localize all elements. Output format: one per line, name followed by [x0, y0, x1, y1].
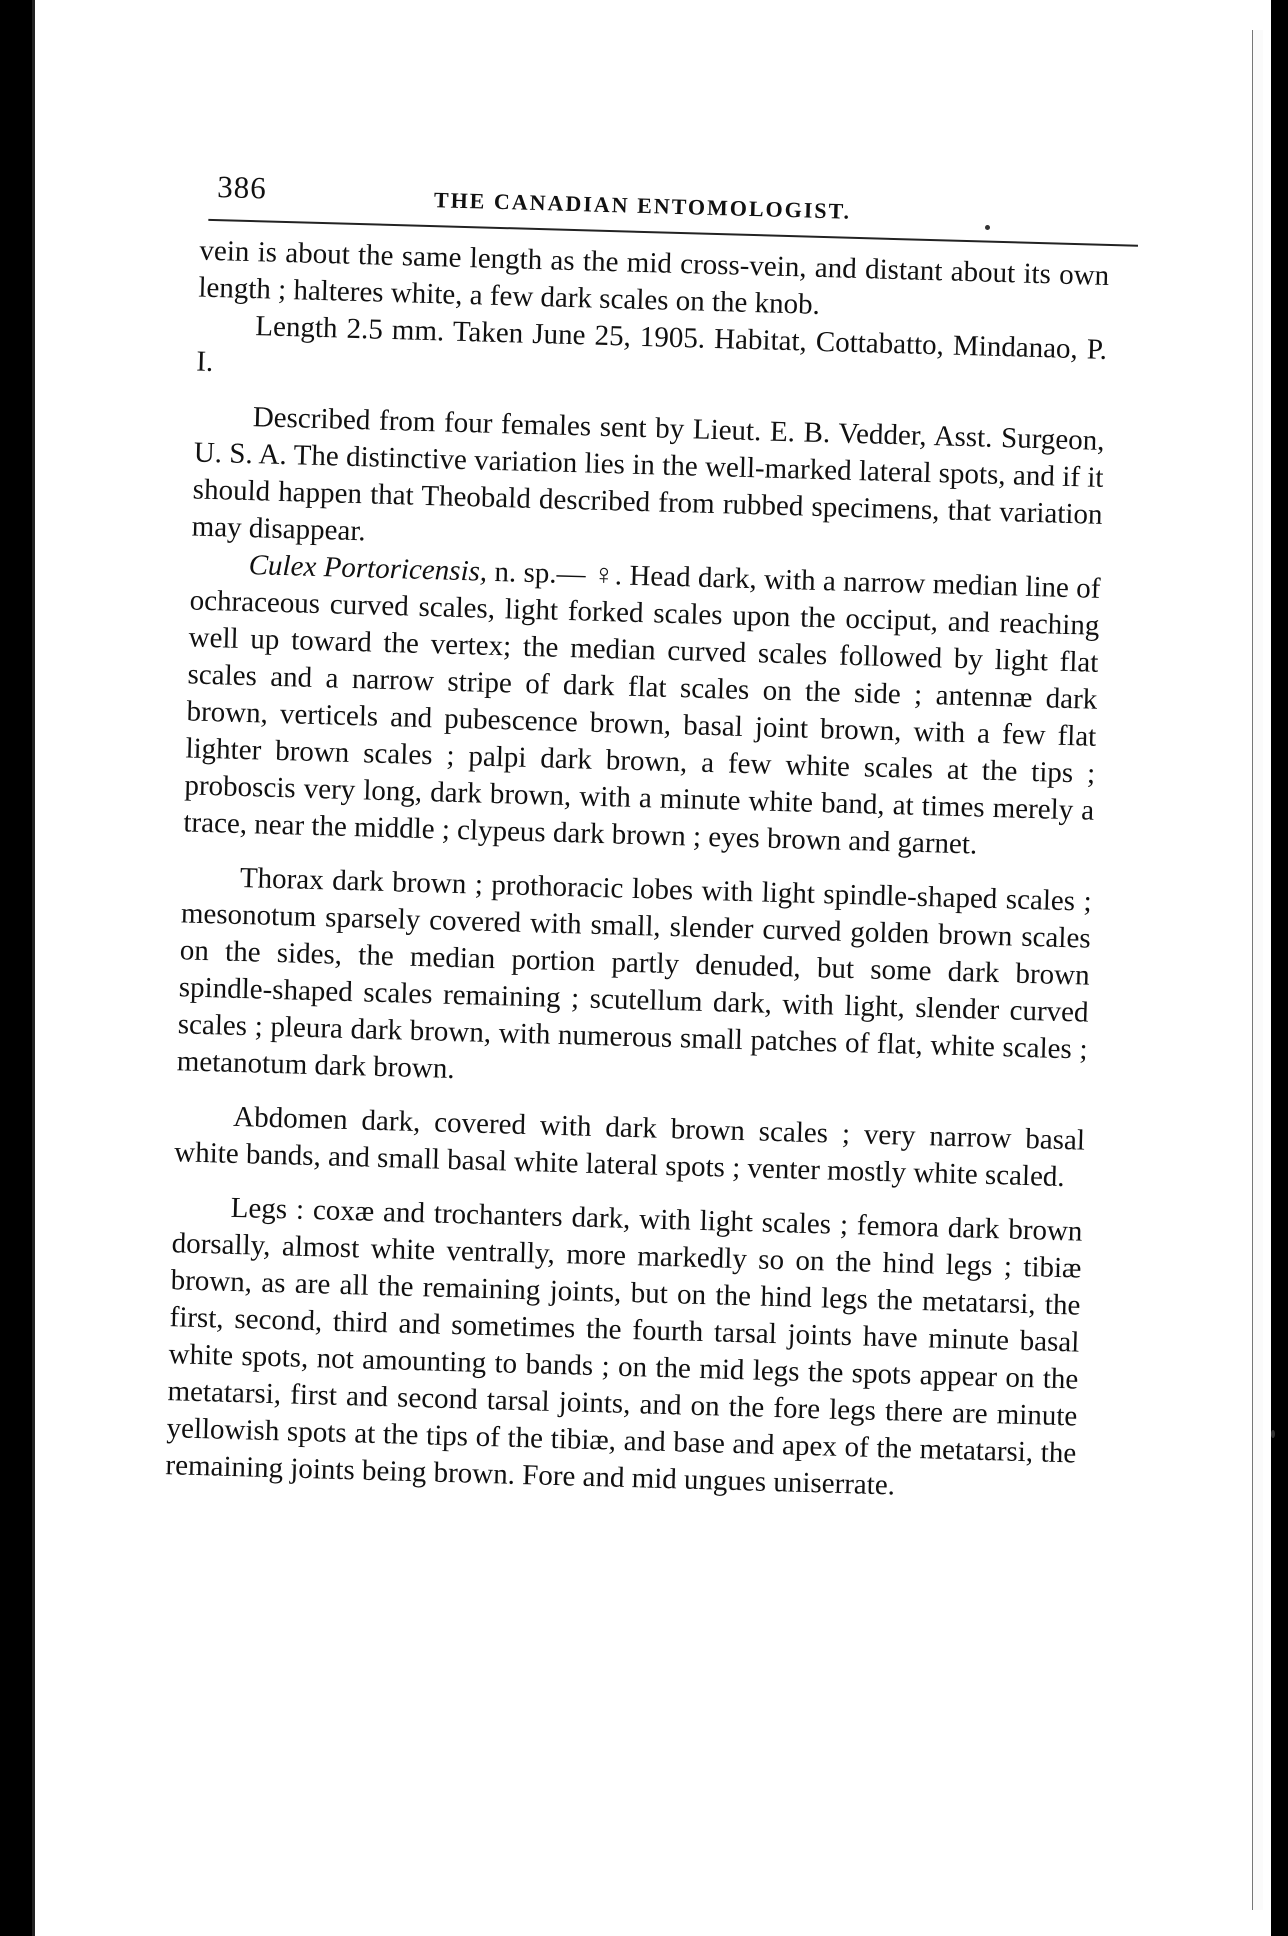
paragraph-species	[183, 545, 1101, 866]
species-description: n. sp.— ♀. Head dark, with a narrow median line of ochraceous curved scales, light forked scales upon the occiput, and reaching well up toward the vertex; the median curved scales followed by light flat scales and a narrow stripe of dark flat scales on the side ; antennæ dark brown, verticels and pubescence brown, basal joint brown, with a few flat lighter brown scales ; palpi dark brown, a few white scales at the tips ; proboscis very long, dark brown, with a minute white band, at times merely a trace, near the middle ; clypeus dark brown ; eyes brown and garnet.	[183, 555, 1101, 861]
body-text	[143, 232, 1110, 1510]
page-edge	[1252, 30, 1263, 1910]
running-head: THE CANADIAN ENTOMOLOGIST.	[433, 187, 852, 224]
paragraph-length-habitat: Length 2.5 mm. Taken June 25, 1905. Habitat, Cottabatto, Mindanao, P. I.	[195, 310, 1108, 379]
page-number: 386	[216, 169, 268, 206]
scan-speck	[985, 225, 990, 230]
paragraph-description: Described from four females sent by Lieut. E. B. Vedder, Asst. Surgeon, U. S. A. The distinctive variation lies in the well-marked lateral spots, and if it should happen that Theobald described from rubbed specimens, that variation may disappear.	[191, 401, 1105, 548]
scan-speck	[1271, 1430, 1275, 1438]
species-name: Culex Portoricensis,	[248, 549, 488, 588]
paragraph-abdomen: Abdomen dark, covered with dark brown scales ; very narrow basal white bands, and small basal white lateral spots ; venter mostly white scaled.	[173, 1100, 1086, 1194]
book-page	[32, 0, 1271, 1936]
paragraph-legs: Legs : coxæ and trochanters dark, with light scales ; femora dark brown dorsally, almost white ventrally, more markedly so on the hind legs ; tibiæ brown, as are all the remaining joints, but on the hind legs the metatarsi, the first, second, third and sometimes the fourth tarsal joints have minute basal white spots, not amounting to bands ; on the mid legs the spots appear on the metatarsi, first and second tarsal joints, and on the fore legs there are minute yellowish spots at the tips of the tibiæ, and base and apex of the metatarsi, the remaining joints being brown. Fore and mid ungues uniserrate.	[165, 1191, 1083, 1502]
paragraph-continuation: vein is about the same length as the mid cross-vein, and distant about its own length ; halteres white, a few dark scales on the knob.	[197, 234, 1110, 321]
paragraph-thorax: Thorax dark brown ; prothoracic lobes with light spindle-shaped scales ; mesonotum sparsely covered with small, slender curved golden brown scales on the sides, the median portion partly denuded, but some dark brown spindle-shaped scales remaining ; scutellum dark, with light, slender curved scales ; pleura dark brown, with numerous small patches of flat, white scales ; metanotum dark brown.	[176, 861, 1093, 1086]
page-content	[143, 160, 1140, 1510]
